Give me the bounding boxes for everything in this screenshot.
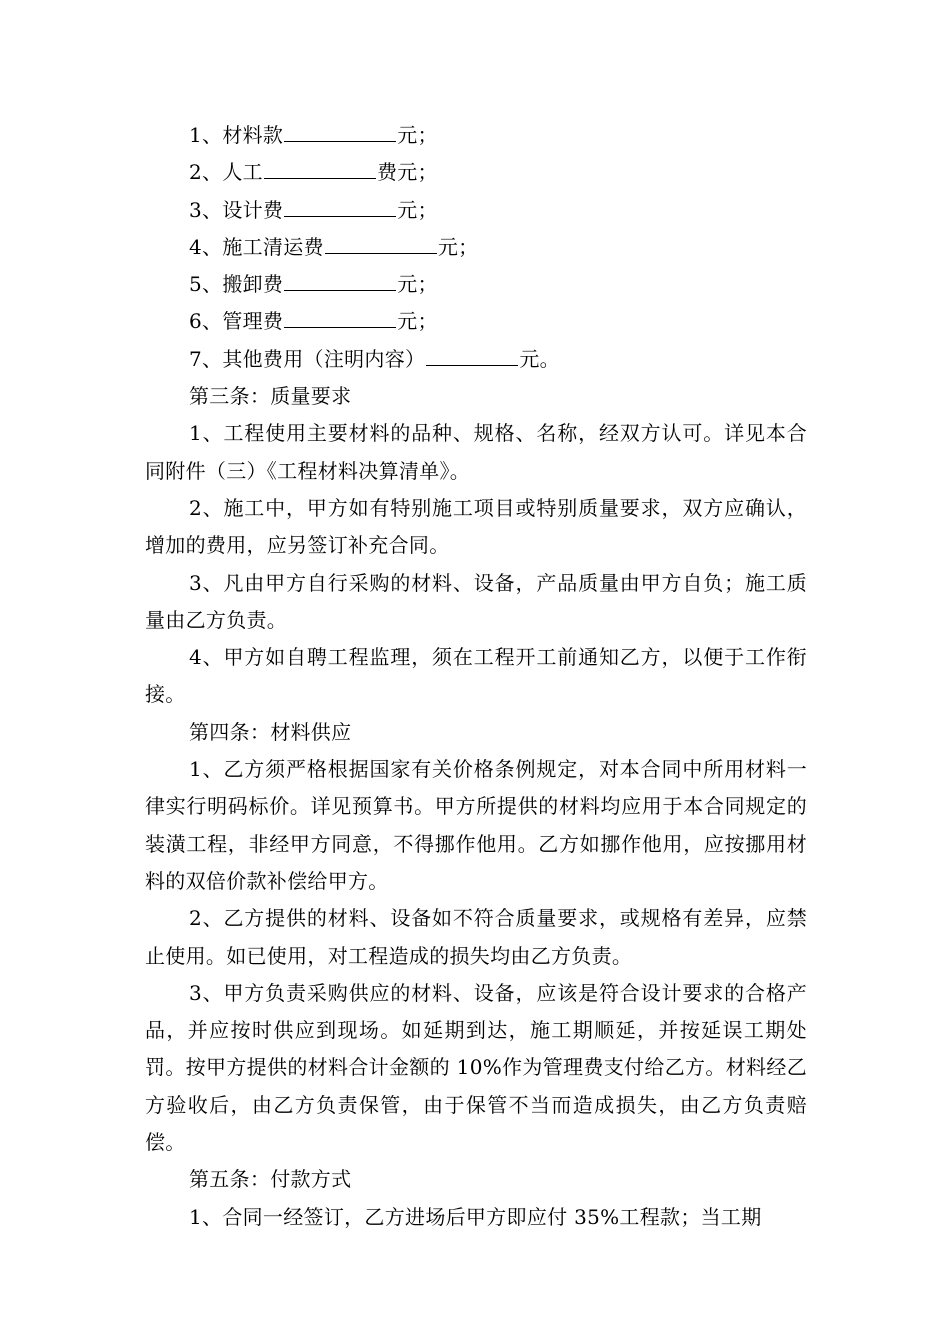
fee-list [145, 117, 807, 378]
fee-suffix: 元； [397, 197, 438, 222]
fee-suffix: 元； [437, 234, 479, 259]
article-heading: 第三条：质量要求 [189, 384, 352, 409]
fee-item-cleanup [145, 229, 807, 266]
fee-name: 其他费用（注明内容） [222, 346, 426, 371]
document-body [145, 117, 807, 1236]
fee-number: 1、 [189, 123, 223, 147]
clause-paragraph: 1、工程使用主要材料的品种、规格、名称，经双方认可。详见本合同附件（三）《工程材料决算清单》。 [145, 421, 807, 483]
article-heading: 第四条：材料供应 [189, 719, 352, 744]
fee-item-design [145, 192, 807, 229]
fee-name: 材料款 [222, 123, 284, 147]
fee-item-other [145, 341, 807, 378]
clause-paragraph: 2、施工中，甲方如有特别施工项目或特别质量要求，双方应确认，增加的费用，应另签订补充合同。 [145, 495, 807, 558]
fee-item-handling [145, 266, 807, 303]
fee-item-labor [145, 154, 807, 191]
fee-name: 施工清运费 [222, 234, 324, 259]
fee-name: 设计费 [222, 197, 284, 222]
fee-name: 管理费 [222, 309, 284, 334]
clause-paragraph: 1、合同一经签订，乙方进场后甲方即应付 35%工程款；当工期 [189, 1204, 762, 1229]
fill-in-blank[interactable] [284, 194, 396, 217]
fee-number: 6、 [189, 309, 223, 334]
clause-paragraph: 3、凡由甲方自行采购的材料、设备，产品质量由甲方自负；施工质量由乙方负责。 [145, 570, 807, 632]
clause-paragraph: 4、甲方如自聘工程监理，须在工程开工前通知乙方，以便于工作衔接。 [145, 645, 807, 707]
fill-in-blank[interactable] [264, 156, 376, 179]
clause-paragraph: 2、乙方提供的材料、设备如不符合质量要求，或规格有差异，应禁止使用。如已使用，对工程造成的损失均由乙方负责。 [145, 906, 807, 968]
fee-name: 搬卸费 [222, 272, 284, 297]
fill-in-blank[interactable] [284, 305, 396, 328]
fee-suffix: 元。 [519, 346, 560, 371]
article-heading: 第五条：付款方式 [189, 1167, 352, 1192]
fee-item-management [145, 303, 807, 340]
fee-number: 2、 [189, 160, 223, 185]
fill-in-blank[interactable] [284, 119, 396, 142]
fee-name: 人工 [222, 160, 263, 185]
fee-number: 7、 [189, 346, 223, 371]
fee-item-materials [145, 117, 807, 154]
fee-suffix: 元； [397, 309, 438, 334]
fee-suffix: 元； [397, 123, 438, 147]
fee-suffix: 费元； [376, 160, 438, 185]
fill-in-blank[interactable] [284, 268, 396, 291]
clause-paragraph: 3、甲方负责采购供应的材料、设备，应该是符合设计要求的合格产品，并应按时供应到现场。如延期到达，施工期顺延，并按延误工期处罚。按甲方提供的材料合计金额的 10%作为管理费支付给乙方。材料经乙方验收后，由乙方负责保管，由于保管不当而造成损失，由乙方负责赔偿。 [145, 980, 807, 1155]
fee-number: 5、 [189, 272, 223, 297]
fee-number: 4、 [189, 234, 223, 259]
clause-paragraph: 1、乙方须严格根据国家有关价格条例规定，对本合同中所用材料一律实行明码标价。详见预算书。甲方所提供的材料均应用于本合同规定的装潢工程，非经甲方同意，不得挪作他用。乙方如挪作他用，应按挪用材料的双倍价款补偿给甲方。 [145, 757, 807, 893]
fee-number: 3、 [189, 197, 223, 222]
fill-in-blank[interactable] [325, 231, 437, 254]
fee-suffix: 元； [397, 272, 438, 297]
fill-in-blank[interactable] [426, 343, 518, 366]
